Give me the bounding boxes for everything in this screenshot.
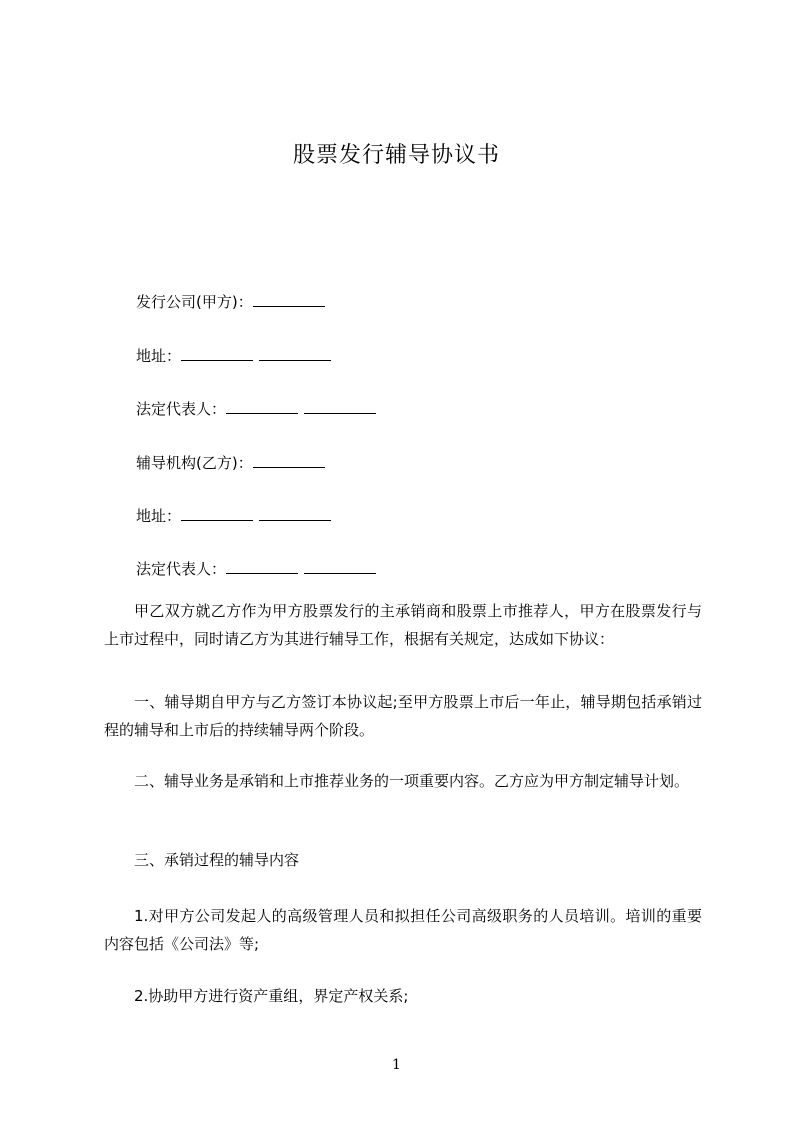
field-label: 法定代表人： [136,400,227,418]
field-label: 法定代表人： [136,560,227,578]
page-number: 1 [392,1057,401,1073]
issuer-legal-representative-field [136,399,376,419]
blank-line [259,506,331,521]
blank-line [181,506,253,521]
blank-line [181,346,253,361]
advisor-company-field [136,453,325,473]
item-one-paragraph: 1.对甲方公司发起人的高级管理人员和拟担任公司高级职务的人员培训。培训的重要内容包括《公司法》等; [104,907,702,953]
field-label: 辅导机构(乙方)： [136,454,253,472]
field-label: 地址： [136,507,182,525]
field-label: 发行公司(甲方)： [136,293,253,311]
blank-line [253,453,325,468]
clause-one-paragraph: 一、辅导期自甲方与乙方签订本协议起;至甲方股票上市后一年止，辅导期包括承销过程的辅导和上市后的持续辅导两个阶段。 [104,693,702,739]
clause-three-heading: 三、承销过程的辅导内容 [134,851,300,869]
blank-line [259,346,331,361]
advisor-address-field [136,506,331,526]
blank-line [304,399,376,414]
issuer-address-field [136,346,331,366]
blank-line [253,292,325,307]
item-two-paragraph: 2.协助甲方进行资产重组，界定产权关系; [134,987,409,1005]
clause-two-paragraph: 二、辅导业务是承销和上市推荐业务的一项重要内容。乙方应为甲方制定辅导计划。 [134,772,690,790]
document-title: 股票发行辅导协议书 [292,143,500,168]
blank-line [226,399,298,414]
field-label: 地址： [136,347,182,365]
blank-line [304,559,376,574]
intro-paragraph: 甲乙双方就乙方作为甲方股票发行的主承销商和股票上市推荐人，甲方在股票发行与上市过程中，同时请乙方为其进行辅导工作，根据有关规定，达成如下协议： [104,602,702,648]
issuer-company-field [136,292,325,312]
blank-line [226,559,298,574]
advisor-legal-representative-field [136,559,376,579]
